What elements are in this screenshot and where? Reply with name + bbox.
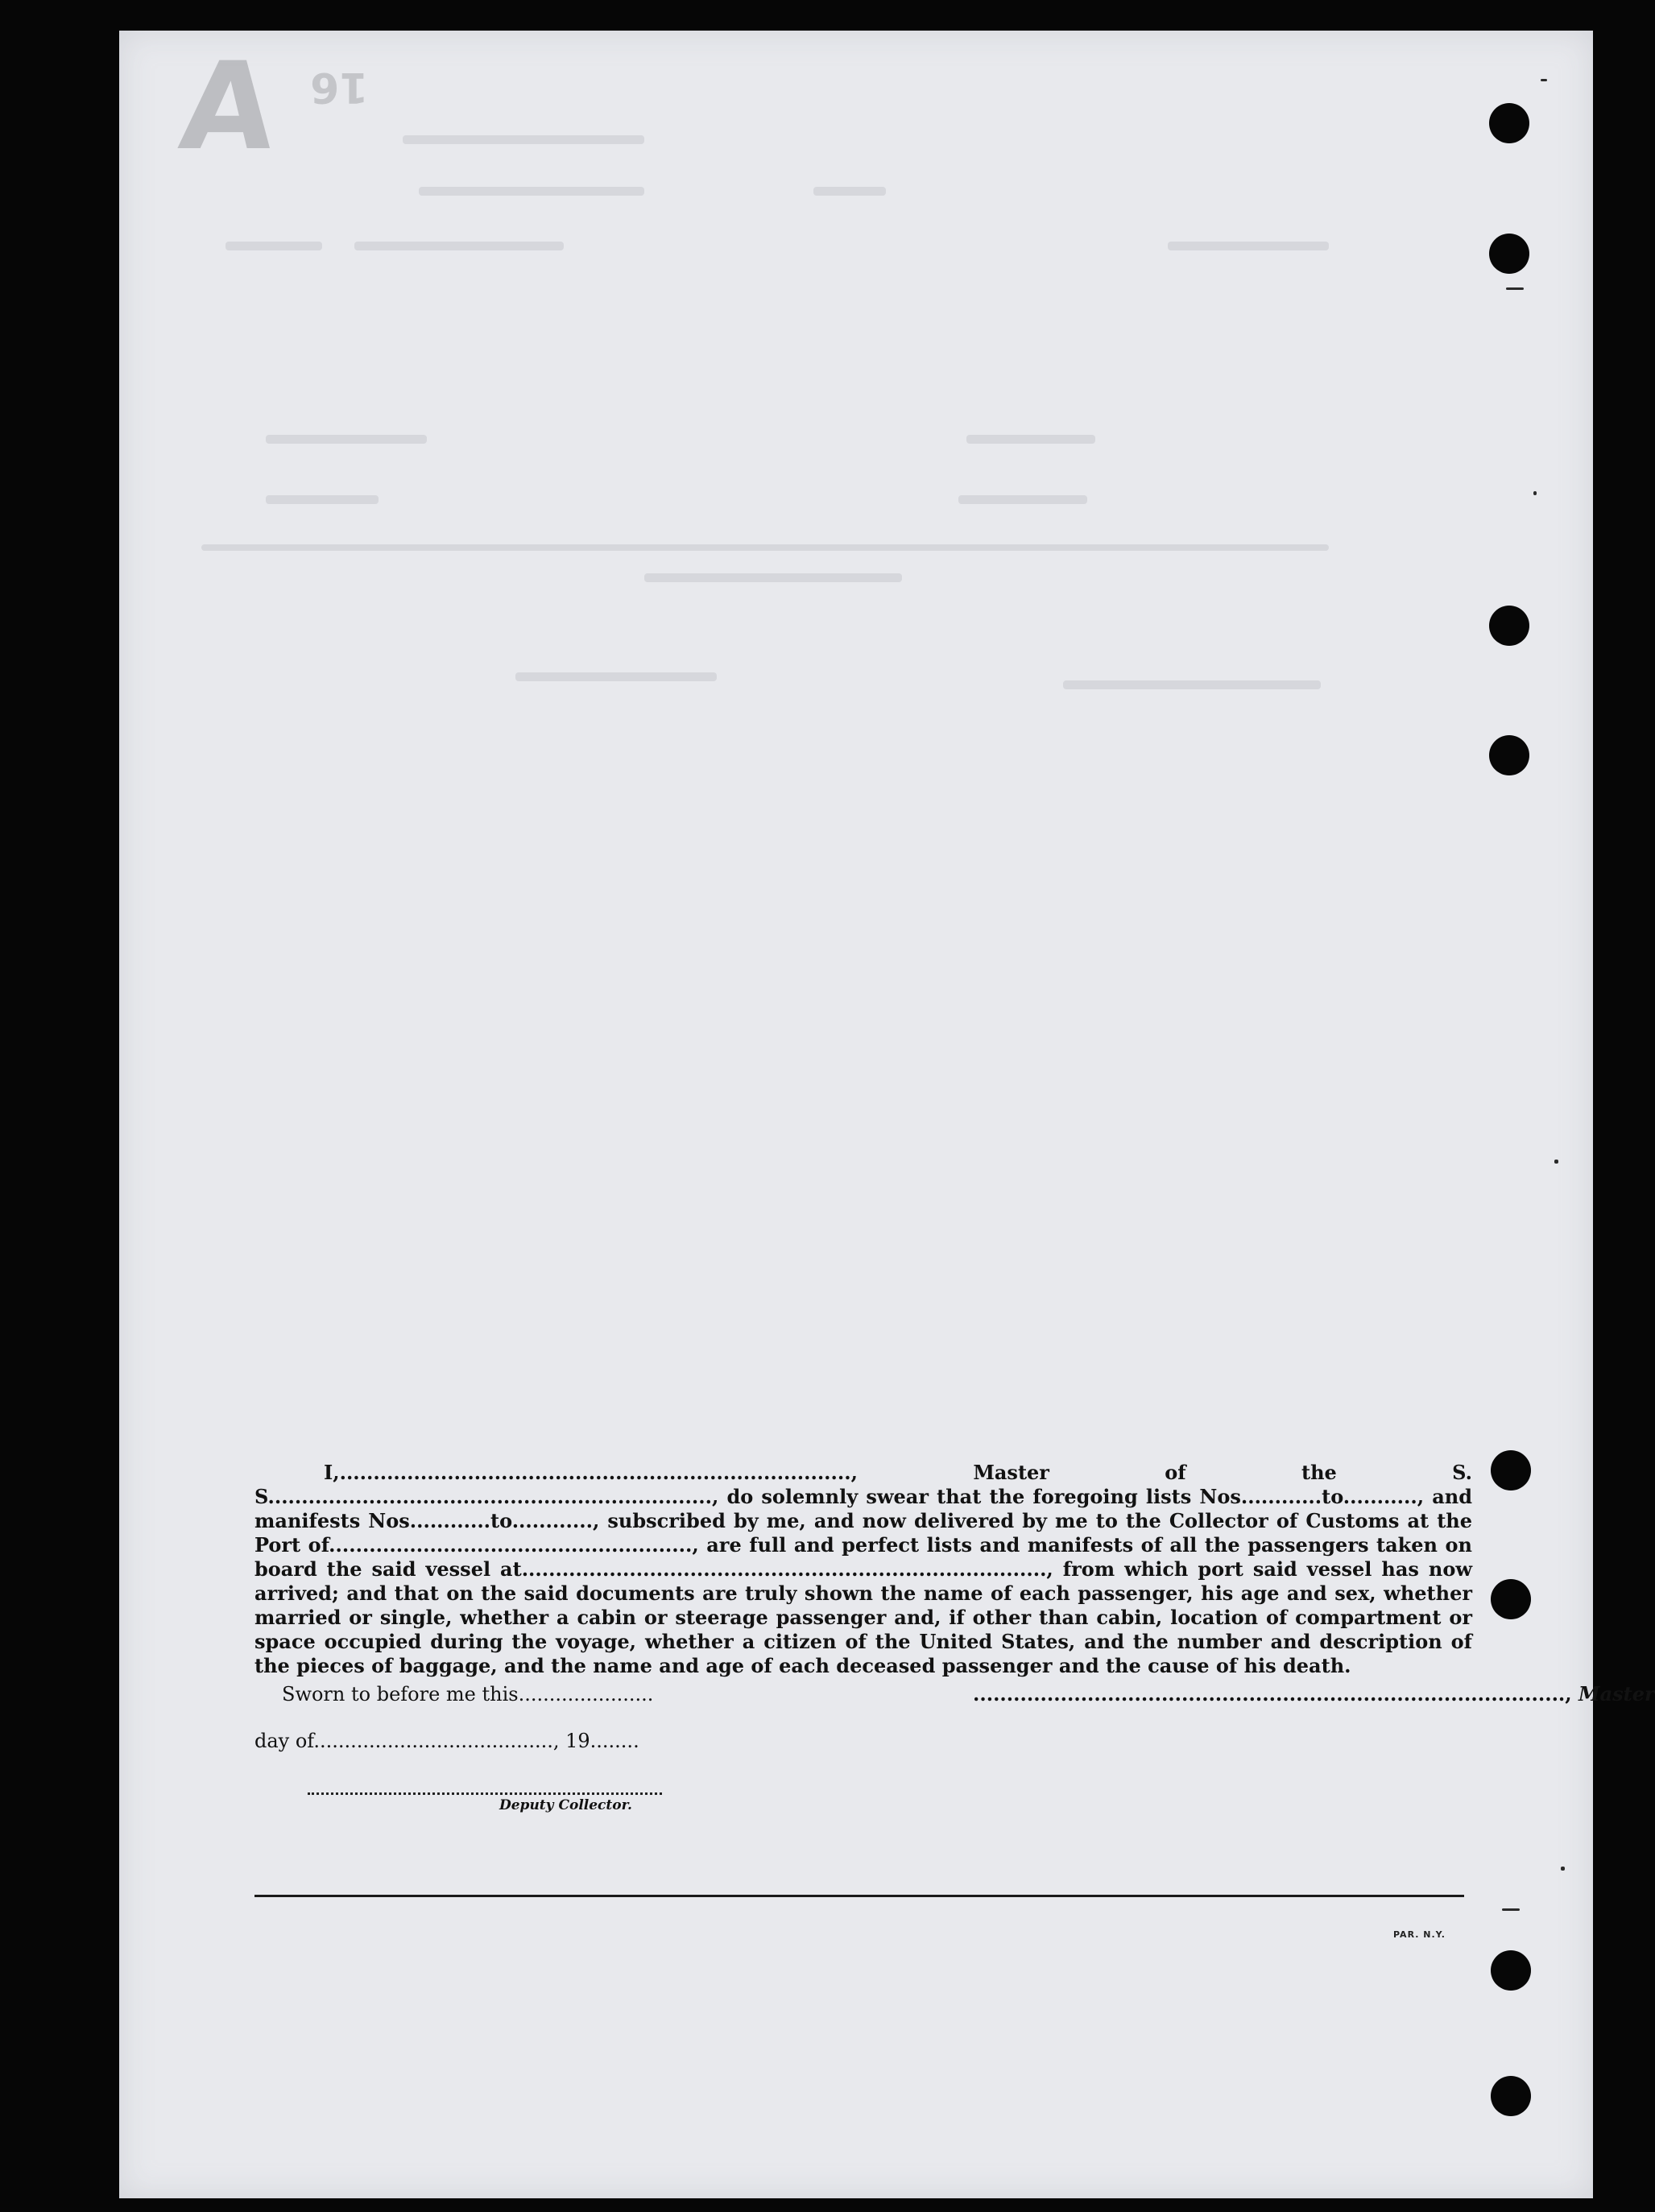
bleed-through-line [1168,242,1329,250]
bleed-through-line [644,573,902,582]
stamp-number: 16 [310,63,369,111]
binder-hole [1489,234,1529,274]
bottom-rule [254,1895,1464,1897]
day-line [254,1729,639,1752]
day-label: day of......................................., 19........ [254,1730,639,1752]
speck [1506,287,1524,290]
speck [1541,79,1547,81]
speck [1533,491,1537,495]
bleed-through-line [225,242,322,250]
speck [1554,1160,1558,1164]
oath-block [254,1461,1472,1678]
deputy-signature-line [308,1792,662,1795]
bleed-through-line [403,135,644,144]
master-signature-line [973,1682,1655,1706]
bleed-through-line [966,435,1095,444]
deputy-collector-label: Deputy Collector. [499,1797,632,1813]
sworn-line [282,1682,653,1706]
bleed-through-line [419,187,644,196]
sworn-label: Sworn to before me this...................... [282,1683,654,1706]
bleed-through-line [354,242,564,250]
master-label: Master [1578,1682,1655,1706]
stamp-letter: A [173,37,283,177]
binder-hole [1491,1579,1531,1619]
bleed-through-line [515,672,717,681]
binder-hole [1489,103,1529,143]
master-dots: ........................................................................................, [973,1682,1572,1706]
binder-hole [1491,2076,1531,2116]
bleed-through-line [266,495,379,504]
binder-hole [1491,1950,1531,1991]
bleed-through-line [813,187,886,196]
speck [1502,1908,1520,1911]
bleed-through-line [201,544,1329,551]
binder-hole [1489,735,1529,775]
oath-paragraph: I,............................................................................, Master of the S. S.................................................................., do solemnly swear that the foregoing lists Nos............to..........., and manifests Nos............to............, subscribed by me, and now delivered by me to the Collector of Customs at the Port of......................................................, are full and perfect lists and manifests of all the passengers taken on board the said vessel at.............................................................................., from which port said vessel has now arrived; and that on the said documents are truly shown the name of each passenger, his age and sex, whether married or single, whether a cabin or steerage passenger and, if other than cabin, location of compartment or space occupied during the voyage, whether a citizen of the United States, and the number and description of the pieces of baggage, and the name and age of each deceased passenger and the cause of his death. [254,1461,1472,1677]
bleed-through-line [266,435,427,444]
printer-mark: PAR. N.Y. [1393,1929,1446,1940]
bleed-through-line [958,495,1087,504]
binder-hole [1491,1450,1531,1491]
document-page [119,31,1593,2198]
bleed-through-line [1063,680,1321,689]
speck [1561,1867,1565,1871]
binder-hole [1489,606,1529,646]
